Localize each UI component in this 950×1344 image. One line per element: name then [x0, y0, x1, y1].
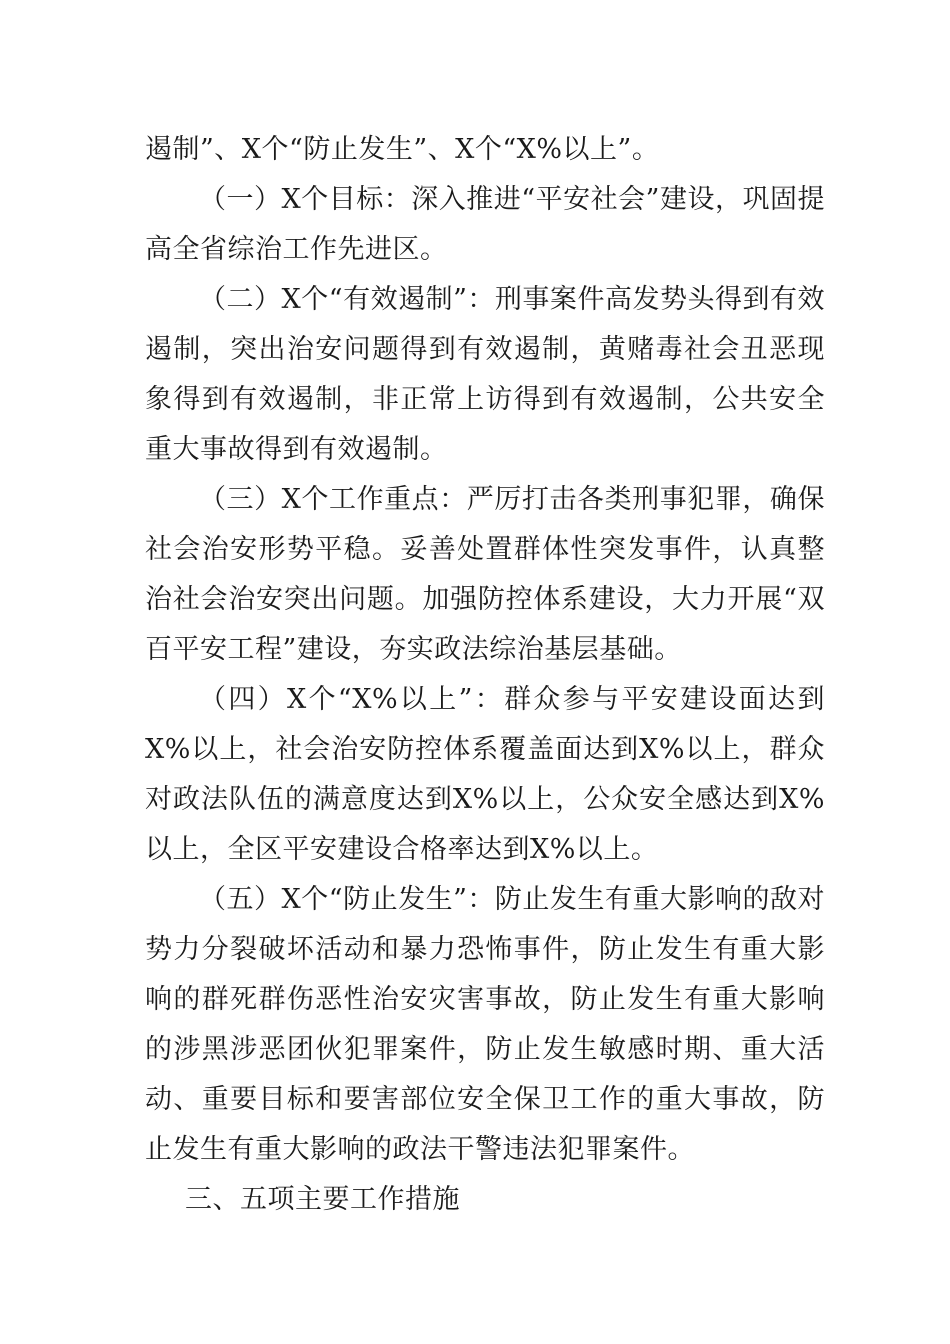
paragraph-continuation: 遏制”、X个“防止发生”、X个“X%以上”。	[145, 134, 660, 165]
section-heading: 三、五项主要工作措施	[185, 1184, 460, 1215]
paragraph-goal: （一）X个目标：深入推进“平安社会”建设，巩固提高全省综治工作先进区。	[145, 184, 825, 265]
paragraph-work-priorities: （三）X个工作重点：严厉打击各类刑事犯罪，确保社会治安形势平稳。妥善处置群体性突发事件，认真整治社会治安突出问题。加强防控体系建设，大力开展“双百平安工程”建设，夯实政法综治基层基础。	[145, 484, 825, 665]
paragraph-percentage-targets: （四）X个“X%以上”：群众参与平安建设面达到X%以上，社会治安防控体系覆盖面达到X%以上，群众对政法队伍的满意度达到X%以上，公众安全感达到X%以上，全区平安建设合格率达到X%以上。	[145, 684, 825, 865]
paragraph-effective-containment: （二）X个“有效遏制”：刑事案件高发势头得到有效遏制，突出治安问题得到有效遏制，黄赌毒社会丑恶现象得到有效遏制，非正常上访得到有效遏制，公共安全重大事故得到有效遏制。	[145, 284, 825, 465]
document-body	[145, 125, 825, 1225]
paragraph-prevention: （五）X个“防止发生”：防止发生有重大影响的敌对势力分裂破坏活动和暴力恐怖事件，防止发生有重大影响的群死群伤恶性治安灾害事故，防止发生有重大影响的涉黑涉恶团伙犯罪案件，防止发生敏感时期、重大活动、重要目标和要害部位安全保卫工作的重大事故，防止发生有重大影响的政法干警违法犯罪案件。	[145, 884, 825, 1165]
